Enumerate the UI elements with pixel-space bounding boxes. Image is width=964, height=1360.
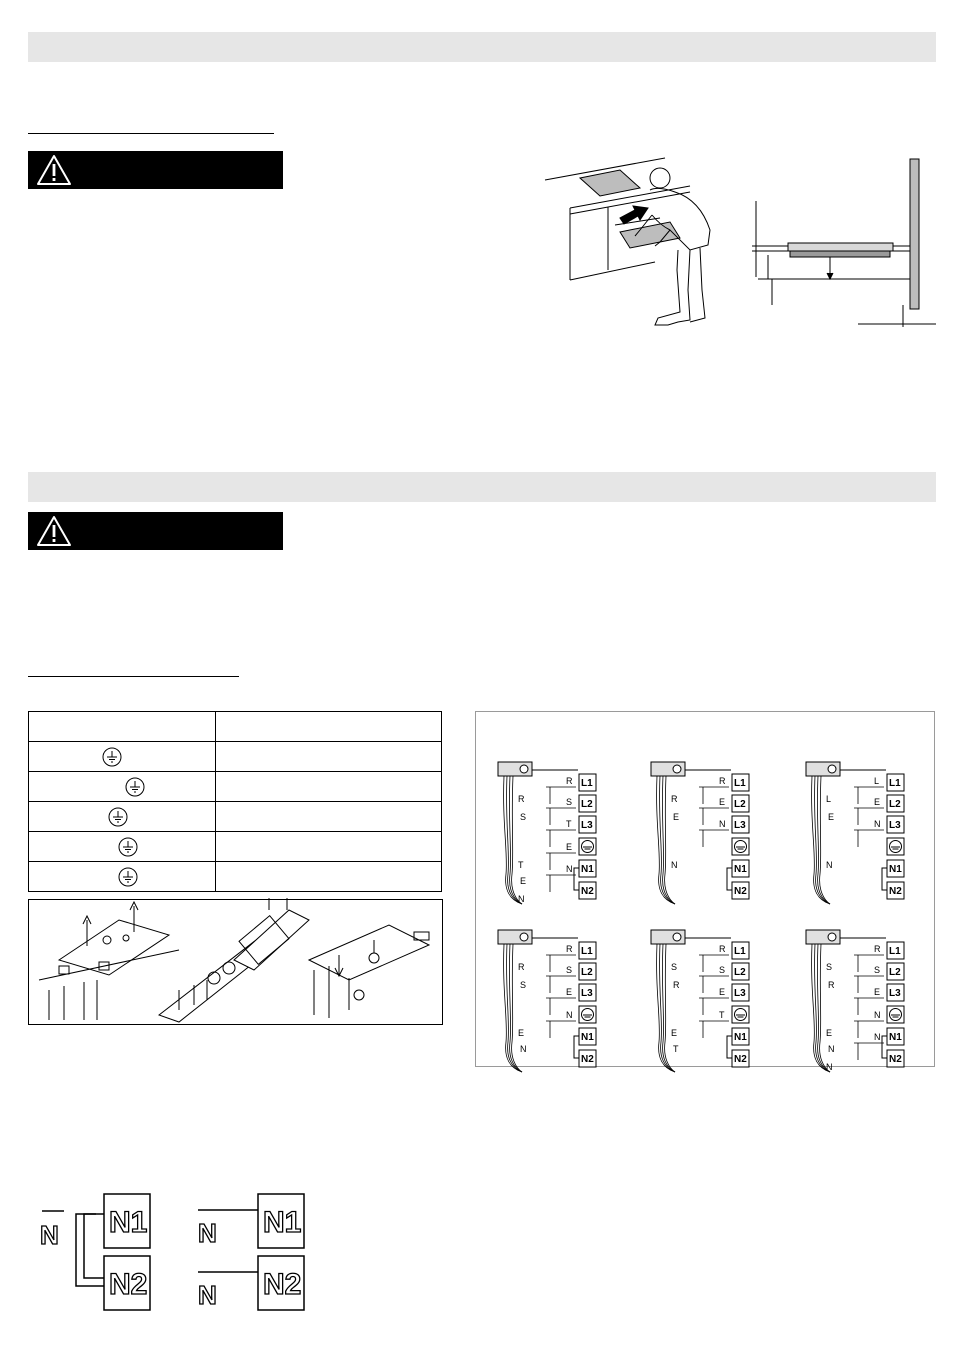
terminal-label: N1 (581, 1032, 594, 1043)
wire-label: S (566, 965, 573, 975)
wire-label: N (874, 1032, 881, 1042)
wiring-diagram (651, 930, 749, 1072)
wire-label: E (826, 1028, 833, 1038)
wire-label: L (874, 776, 880, 786)
table-row (29, 802, 442, 832)
wire-label: R (518, 794, 525, 804)
ground-symbol-icon (102, 747, 122, 767)
neutral-label: N (40, 1220, 59, 1250)
connection-table (28, 711, 442, 892)
wire-label: N (826, 1062, 833, 1072)
wire-label: L (826, 794, 832, 804)
wire-label: E (566, 842, 573, 852)
wire-label: N (520, 1044, 527, 1054)
wire-label: T (518, 860, 524, 870)
warning-banner (28, 512, 283, 550)
terminal-label: L3 (734, 820, 746, 831)
terminal-n2-label: N2 (263, 1268, 302, 1301)
terminal-label: L2 (889, 799, 901, 810)
wiring-diagram (806, 762, 904, 904)
hob-cross-section-diagram (748, 155, 938, 330)
terminal-label: L1 (581, 778, 593, 789)
wire-label: S (874, 965, 881, 975)
wire-label: N (874, 819, 881, 829)
wire-label: R (828, 980, 835, 990)
terminal-label: N2 (889, 886, 902, 897)
wire-label: R (874, 944, 881, 954)
wire-label: R (673, 980, 680, 990)
heading-underline (28, 676, 239, 677)
wire-label: E (719, 797, 726, 807)
terminal-n1-label: N1 (109, 1206, 148, 1239)
table-row (29, 832, 442, 862)
section-header-bar (28, 472, 936, 502)
wire-label: N (671, 860, 678, 870)
terminal-n2-label: N2 (109, 1268, 148, 1301)
terminal-label: L3 (581, 820, 593, 831)
heading-underline (28, 133, 274, 134)
wire-label: T (719, 1010, 725, 1020)
wire-label: N (826, 860, 833, 870)
wire-label: R (566, 776, 573, 786)
terminal-label: N2 (889, 1054, 902, 1065)
wire-label: S (719, 965, 726, 975)
terminal-label: N1 (734, 864, 747, 875)
wire-label: N (828, 1044, 835, 1054)
wire-label: E (518, 1028, 525, 1038)
wire-label: E (566, 987, 573, 997)
neutral-label: N (198, 1218, 217, 1248)
wire-label: E (828, 812, 835, 822)
terminal-label: L1 (734, 778, 746, 789)
terminal-cover-illustration (29, 900, 442, 1024)
neutral-bridge-diagram (38, 1190, 318, 1315)
terminal-label: N2 (734, 886, 747, 897)
warning-triangle-icon (36, 154, 72, 186)
wire-label: N (874, 1010, 881, 1020)
wire-label: N (566, 1010, 573, 1020)
screw-icon (520, 933, 528, 941)
wire-label: T (673, 1044, 679, 1054)
table-row (29, 862, 442, 892)
warning-banner (28, 151, 283, 189)
wiring-diagram (498, 762, 596, 904)
wire-label: R (566, 944, 573, 954)
terminal-label: L2 (581, 967, 593, 978)
wiring-diagram (806, 930, 904, 1072)
neutral-label: N (198, 1280, 217, 1310)
wire-label: N (518, 894, 525, 904)
wire-label: S (520, 980, 527, 990)
wire-label: R (719, 776, 726, 786)
screw-icon (520, 765, 528, 773)
ground-symbol-icon (118, 867, 138, 887)
wire-label: N (566, 864, 573, 874)
wire-label: R (719, 944, 726, 954)
warning-triangle-icon (36, 515, 72, 547)
terminal-cover-illustration-frame (28, 899, 443, 1025)
ground-symbol-icon (125, 777, 145, 797)
wire-label: N (719, 819, 726, 829)
wire-label: S (826, 962, 833, 972)
terminal-label: L1 (734, 946, 746, 957)
ground-symbol-icon (108, 807, 128, 827)
terminal-label: L2 (734, 799, 746, 810)
screw-icon (828, 765, 836, 773)
terminal-label: L2 (734, 967, 746, 978)
wire-label: E (673, 812, 680, 822)
screw-icon (673, 765, 681, 773)
wire-label: S (566, 797, 573, 807)
screw-icon (828, 933, 836, 941)
wire-label: E (719, 987, 726, 997)
terminal-label: L2 (581, 799, 593, 810)
terminal-label: N2 (581, 1054, 594, 1065)
wiring-diagrams (476, 712, 934, 1072)
terminal-label: N1 (889, 1032, 902, 1043)
terminal-n1-label: N1 (263, 1206, 302, 1239)
table-row (29, 742, 442, 772)
table-header-row (29, 712, 442, 742)
wire-label: T (566, 819, 572, 829)
section-header-bar (28, 32, 936, 62)
terminal-label: N1 (581, 864, 594, 875)
terminal-label: N2 (734, 1054, 747, 1065)
wiring-diagrams-frame (475, 711, 935, 1072)
screw-icon (673, 933, 681, 941)
wire-label: S (520, 812, 527, 822)
terminal-label: L1 (889, 778, 901, 789)
wire-label: E (520, 876, 527, 886)
wire-label: E (671, 1028, 678, 1038)
terminal-label: L3 (889, 820, 901, 831)
terminal-label: N1 (889, 864, 902, 875)
hob-installation-illustration (540, 150, 740, 330)
terminal-label: L2 (889, 967, 901, 978)
wiring-diagram (651, 762, 749, 904)
wire-label: E (874, 987, 881, 997)
wire-label: R (518, 962, 525, 972)
terminal-label: N2 (581, 886, 594, 897)
ground-symbol-icon (118, 837, 138, 857)
terminal-label: L3 (581, 988, 593, 999)
wire-label: E (874, 797, 881, 807)
wire-label: S (671, 962, 678, 972)
table-row (29, 772, 442, 802)
wiring-diagram (498, 930, 596, 1072)
terminal-label: L1 (581, 946, 593, 957)
wire-label: R (671, 794, 678, 804)
terminal-label: L3 (889, 988, 901, 999)
terminal-label: L1 (889, 946, 901, 957)
terminal-label: L3 (734, 988, 746, 999)
terminal-label: N1 (734, 1032, 747, 1043)
